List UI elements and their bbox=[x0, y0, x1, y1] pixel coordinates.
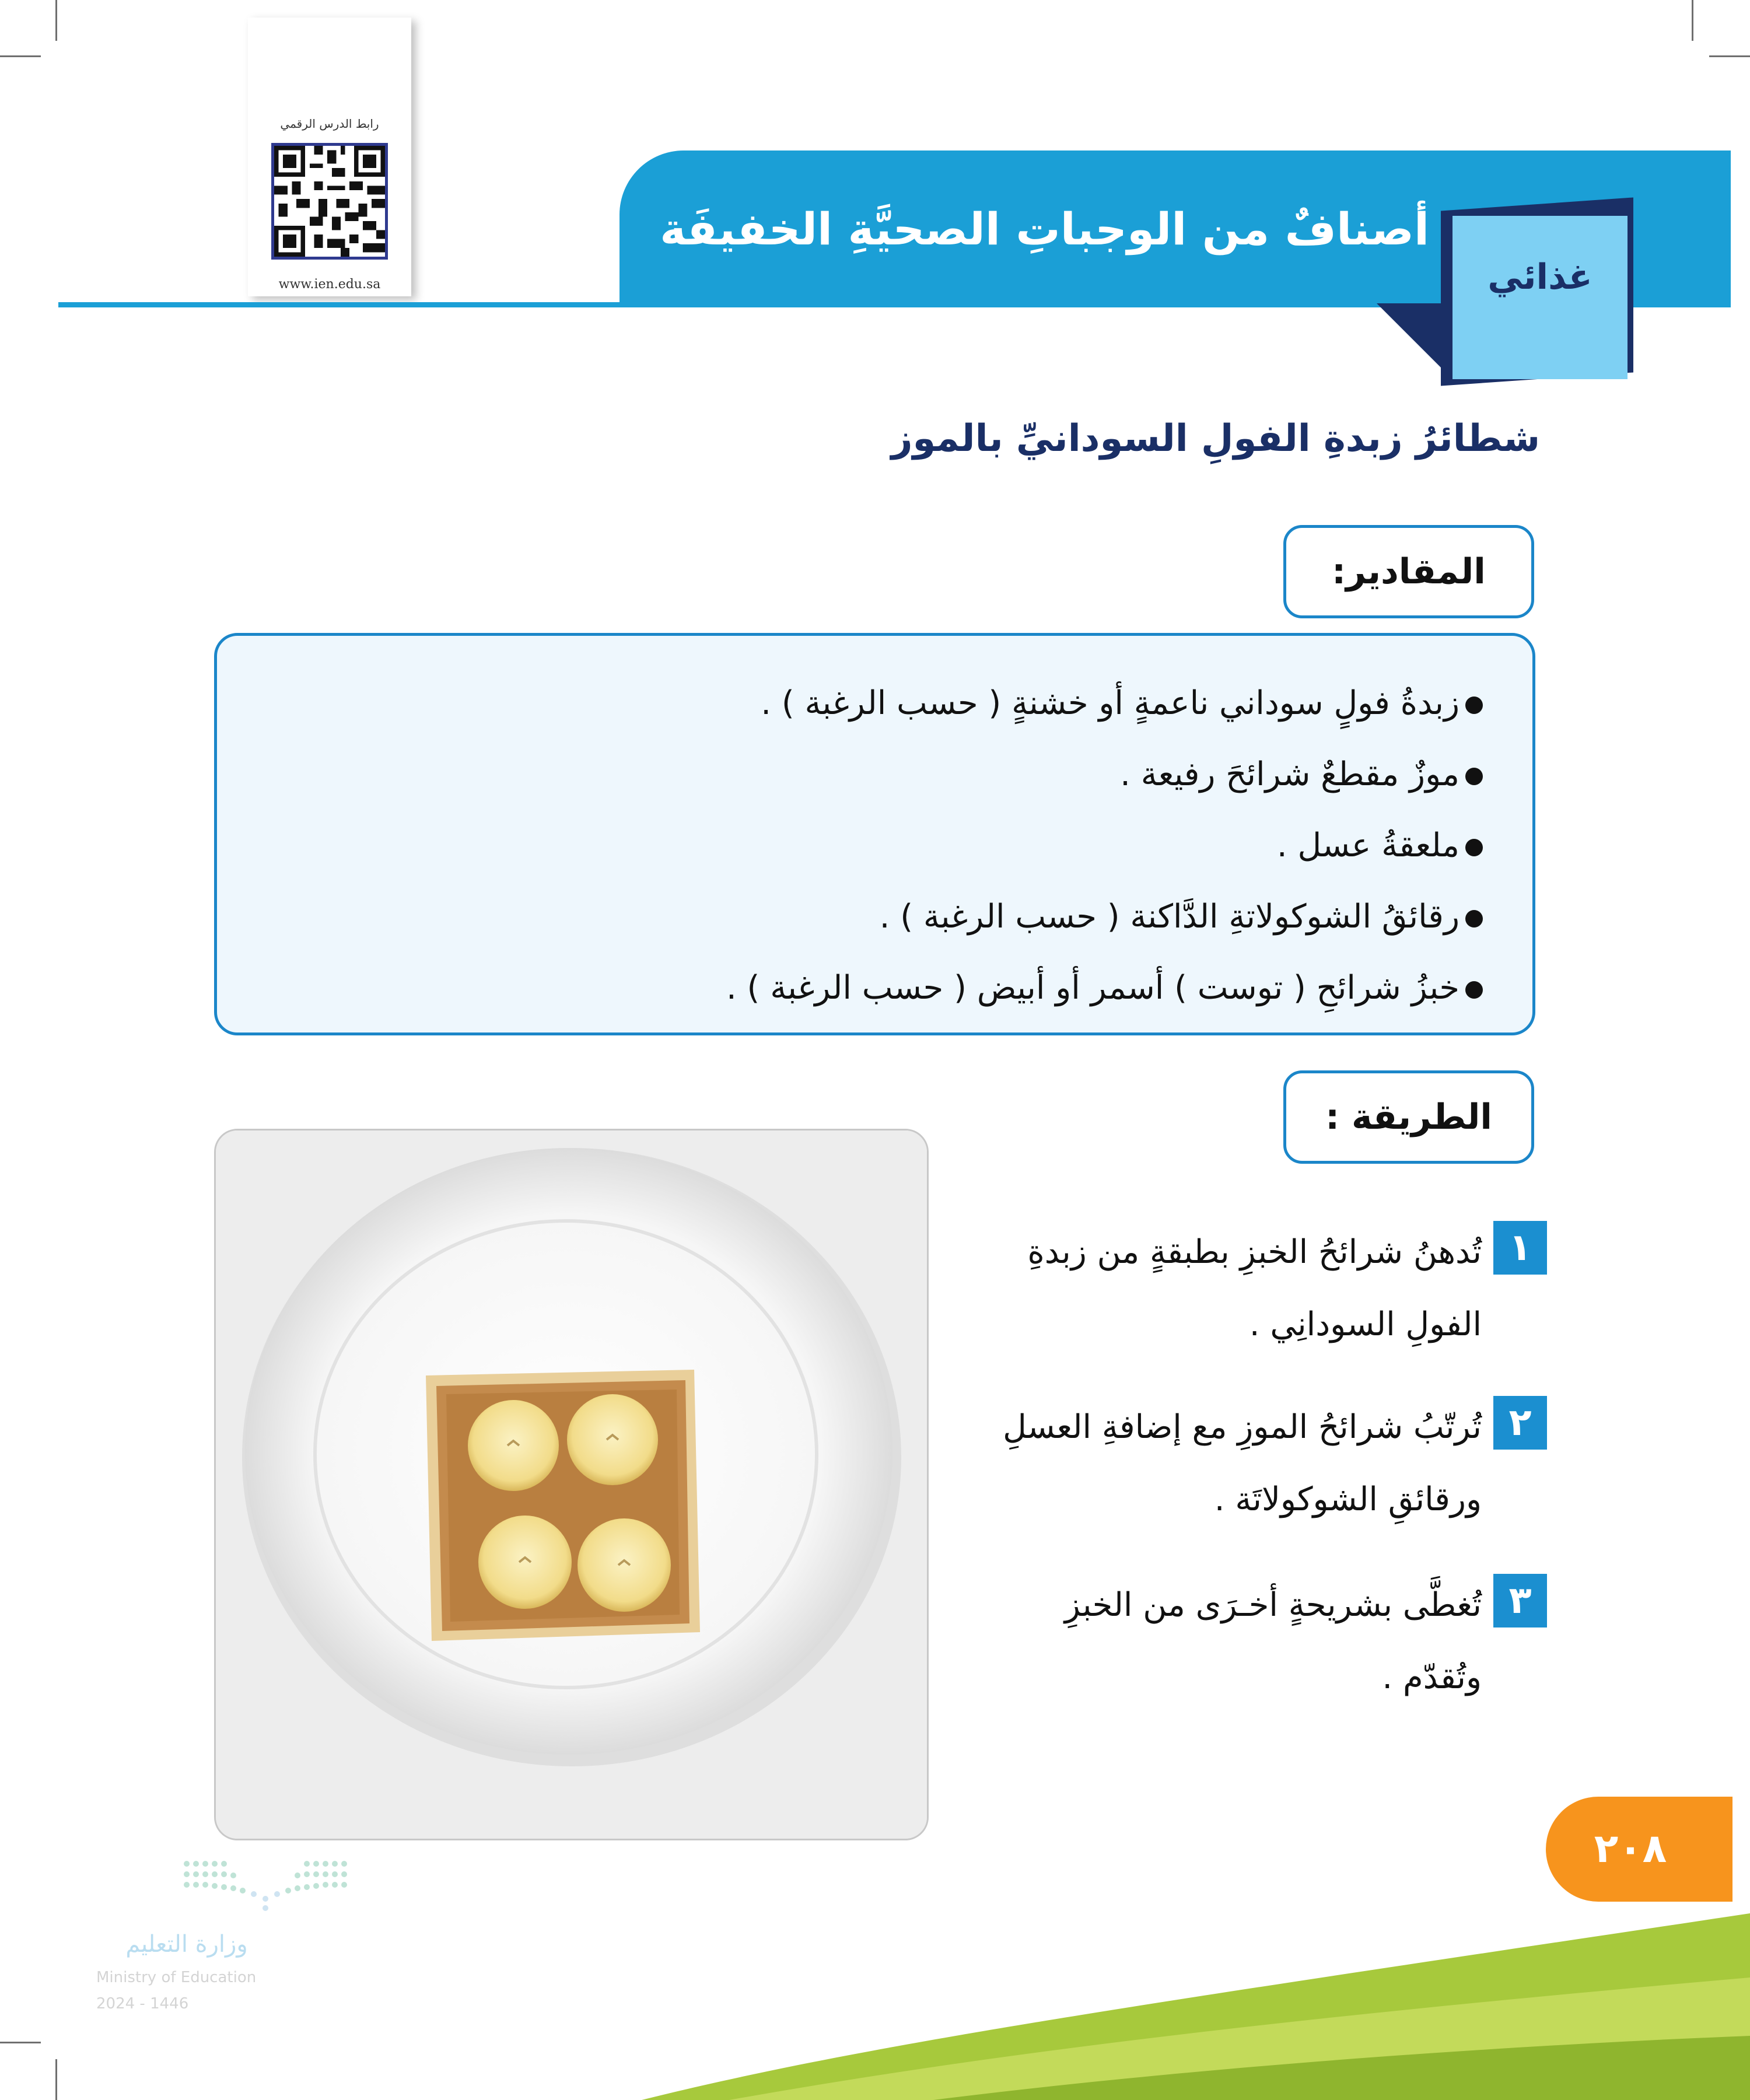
bullet-icon bbox=[1465, 696, 1483, 714]
method-label: الطريقة : bbox=[1283, 1070, 1534, 1164]
ingredients-label: المقادير: bbox=[1283, 525, 1534, 618]
list-item bbox=[217, 668, 1483, 739]
chapter-tab bbox=[1452, 216, 1628, 379]
qr-code-icon[interactable] bbox=[271, 143, 388, 260]
ingredients-list bbox=[217, 668, 1483, 1024]
bullet-icon bbox=[1465, 839, 1483, 856]
method-step-1 bbox=[945, 1216, 1532, 1361]
step-text-line: تُرتّبُ شرائحُ الموزِ مع إضافةِ العسلِ bbox=[1003, 1408, 1482, 1446]
crop-mark bbox=[55, 0, 57, 41]
ingredient-text: موزٌ مقطعٌ شرائحَ رفيعة . bbox=[1120, 755, 1460, 793]
crop-mark bbox=[1692, 0, 1693, 41]
crop-mark bbox=[1709, 55, 1750, 57]
list-item bbox=[217, 739, 1483, 810]
ministry-year: 2024 - 1446 bbox=[96, 1995, 189, 2013]
recipe-title: شطائرُ زبدةِ الفولِ السودانيِّ بالموز bbox=[891, 417, 1540, 460]
bullet-icon bbox=[1465, 910, 1483, 928]
step-text-line: تُدهنُ شرائحُ الخبزِ بطبقةٍ من زبدةِ bbox=[1027, 1233, 1482, 1271]
list-item bbox=[217, 953, 1483, 1024]
step-number: ٣ bbox=[1493, 1574, 1547, 1628]
crop-mark bbox=[55, 2059, 57, 2100]
crop-mark bbox=[0, 2042, 41, 2043]
page-number: ٢٠٨ bbox=[1594, 1826, 1667, 1872]
qr-caption: رابط الدرس الرقمي bbox=[280, 117, 379, 131]
step-text-line: ورقائقِ الشوكولاتَة . bbox=[1214, 1480, 1482, 1518]
footer-wave bbox=[642, 1908, 1750, 2100]
method-step-2 bbox=[945, 1391, 1532, 1536]
step-text-line: وتُقدّم . bbox=[1382, 1658, 1482, 1696]
ministry-logo-icon bbox=[181, 1858, 350, 1913]
ingredient-text: زبدةُ فولٍ سوداني ناعمةٍ أو خشنةٍ ( حسب الرغبة ) . bbox=[761, 684, 1460, 722]
qr-url[interactable]: www.ien.edu.sa bbox=[278, 277, 381, 292]
ingredients-panel bbox=[214, 633, 1535, 1035]
chapter-tab-label: غذائي bbox=[1488, 257, 1592, 298]
step-number: ١ bbox=[1493, 1221, 1547, 1275]
bullet-icon bbox=[1465, 768, 1483, 785]
crop-mark bbox=[0, 55, 41, 57]
step-text-line: الفولِ السودانِي . bbox=[1249, 1306, 1482, 1343]
list-item bbox=[217, 881, 1483, 953]
ingredient-text: خبزُ شرائحِ ( توست ) أسمر أو أبيض ( حسب الرغبة ) . bbox=[726, 969, 1460, 1007]
qr-card[interactable] bbox=[248, 18, 411, 296]
ingredient-text: رقائقُ الشوكولاتةِ الدَّاكنة ( حسب الرغبة ) . bbox=[879, 898, 1460, 936]
bullet-icon bbox=[1465, 981, 1483, 999]
method-step-3 bbox=[945, 1569, 1532, 1714]
chapter-title: أصنافٌ من الوجباتِ الصحيَّةِ الخفيفَة bbox=[660, 203, 1429, 255]
recipe-photo bbox=[214, 1129, 929, 1840]
ministry-name-en: Ministry of Education bbox=[96, 1969, 257, 1986]
ministry-name: وزارة التعليم bbox=[125, 1931, 248, 1958]
list-item bbox=[217, 810, 1483, 881]
ingredient-text: ملعقةُ عسل . bbox=[1276, 827, 1460, 864]
step-text-line: تُغطَّى بشريحةٍ أخـرَى من الخبزِ bbox=[1064, 1586, 1482, 1624]
step-number: ٢ bbox=[1493, 1396, 1547, 1450]
